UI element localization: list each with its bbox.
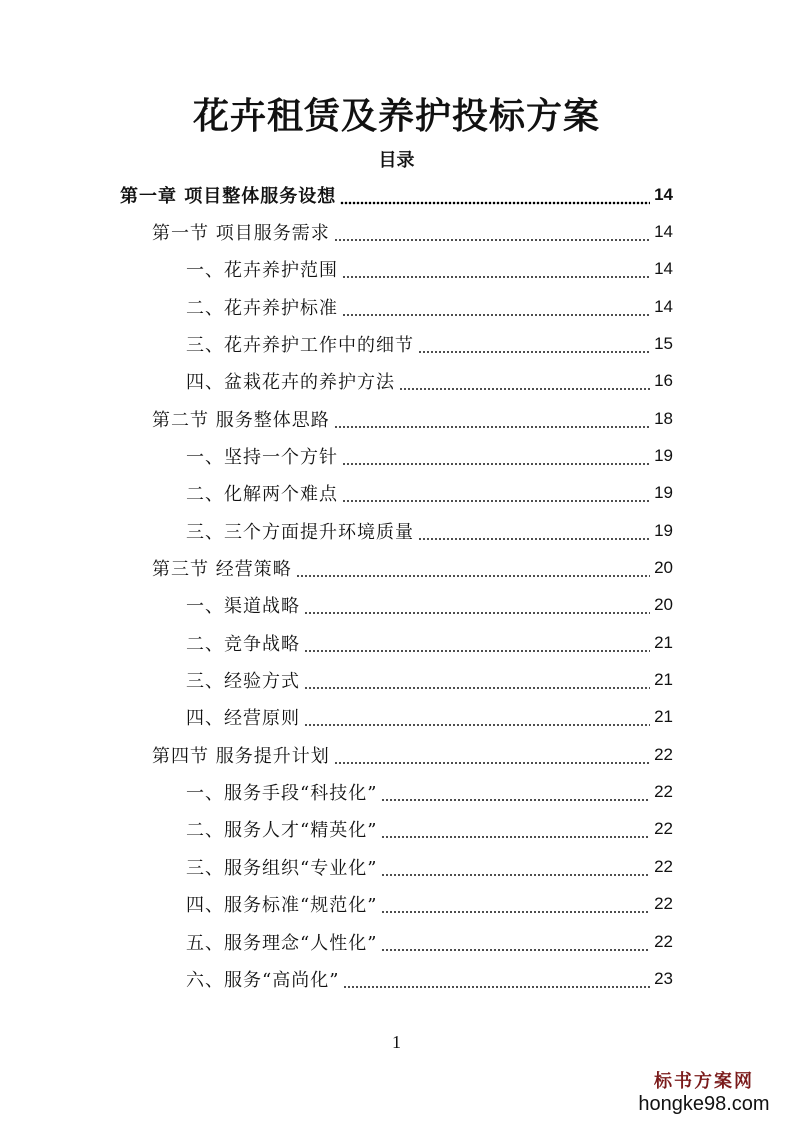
toc-entry-page: 21 xyxy=(654,707,673,727)
toc-dot-leader xyxy=(381,904,650,914)
toc-entry-label: 四、经营原则 xyxy=(186,708,300,730)
toc-subsection xyxy=(186,699,673,736)
toc-section xyxy=(152,736,673,773)
toc-subsection xyxy=(186,923,673,960)
toc-entry-page: 14 xyxy=(654,184,673,204)
toc-subsection xyxy=(186,325,673,362)
toc-entry-label: 一、花卉养护范围 xyxy=(186,260,338,282)
toc-subsection xyxy=(186,960,673,997)
toc-dot-leader xyxy=(381,829,650,839)
toc-subsection xyxy=(186,848,673,885)
toc-entry-label: 三、花卉养护工作中的细节 xyxy=(186,334,414,356)
toc-entry-page: 19 xyxy=(654,483,673,503)
toc-entry-page: 22 xyxy=(654,894,673,914)
toc-section xyxy=(152,550,673,587)
toc-entry-label: 三、三个方面提升环境质量 xyxy=(186,521,414,543)
toc-entry-label: 二、竞争战略 xyxy=(186,633,300,655)
toc-dot-leader xyxy=(418,531,650,541)
toc-entry-page: 20 xyxy=(654,558,673,577)
toc-entry-page: 22 xyxy=(654,744,673,764)
toc-subsection xyxy=(186,662,673,699)
toc-subsection xyxy=(186,624,673,661)
toc-entry-label: 三、经验方式 xyxy=(186,671,300,693)
page-number: 1 xyxy=(392,1032,401,1052)
toc-entry-label: 一、坚持一个方针 xyxy=(186,446,338,468)
toc-dot-leader xyxy=(399,381,650,391)
toc-entry-label: 第三节 经营策略 xyxy=(152,559,292,580)
toc-entry-page: 18 xyxy=(654,408,673,428)
toc-dot-leader xyxy=(381,792,650,802)
toc-entry-page: 19 xyxy=(654,520,673,540)
toc-entry-label: 四、盆栽花卉的养护方法 xyxy=(186,372,395,394)
toc-dot-leader xyxy=(418,344,650,354)
toc-dot-leader xyxy=(304,605,650,615)
toc-entry-label: 二、服务人才“精英化” xyxy=(186,820,378,842)
toc-entry-page: 14 xyxy=(654,296,673,316)
toc-entry-label: 第二节 服务整体思路 xyxy=(152,409,330,431)
toc-dot-leader xyxy=(342,269,650,279)
toc-dot-leader xyxy=(296,568,650,578)
toc-dot-leader xyxy=(340,195,650,205)
toc-subsection xyxy=(186,774,673,811)
toc-dot-leader xyxy=(334,755,650,765)
toc-subsection xyxy=(186,587,673,624)
watermark xyxy=(629,1067,779,1116)
toc-dot-leader xyxy=(342,456,650,466)
toc-dot-leader xyxy=(381,942,650,952)
toc-subsection xyxy=(186,475,673,512)
toc-subsection xyxy=(186,288,673,325)
toc-entry-page: 21 xyxy=(654,632,673,652)
toc-entry-page: 14 xyxy=(654,221,673,241)
toc-subsection xyxy=(186,512,673,549)
toc-entry-page: 16 xyxy=(654,371,673,391)
toc-entry-page: 22 xyxy=(654,856,673,876)
toc-entry-page: 22 xyxy=(654,819,673,839)
toc-dot-leader xyxy=(334,232,650,242)
toc-entry-label: 二、化解两个难点 xyxy=(186,484,338,506)
document-title: 花卉租赁及养护投标方案 xyxy=(192,96,600,137)
toc-entry-label: 六、服务“高尚化” xyxy=(186,969,340,991)
toc-entry-label: 第四节 服务提升计划 xyxy=(152,745,330,767)
toc-entry-label: 第一节 项目服务需求 xyxy=(152,222,330,244)
toc-entry-label: 第一章 项目整体服务设想 xyxy=(120,185,337,207)
toc-section xyxy=(152,400,673,437)
toc-entry-page: 23 xyxy=(654,968,673,988)
toc-dot-leader xyxy=(342,307,650,317)
toc-entry-page: 21 xyxy=(654,670,673,690)
toc-entry-label: 五、服务理念“人性化” xyxy=(186,932,378,954)
toc-heading: 目录 xyxy=(378,150,415,171)
toc-dot-leader xyxy=(304,643,650,653)
watermark-url: hongke98.com xyxy=(638,1093,770,1115)
toc-entry-page: 19 xyxy=(654,445,673,465)
toc-entry-page: 22 xyxy=(654,782,673,802)
toc-entry-page: 20 xyxy=(654,595,673,615)
toc-entry-label: 四、服务标准“规范化” xyxy=(186,895,378,917)
toc-entry-page: 15 xyxy=(654,333,673,353)
toc-entry-label: 二、花卉养护标准 xyxy=(186,297,338,319)
toc-entry-page: 14 xyxy=(654,259,673,279)
toc-entry-label: 一、服务手段“科技化” xyxy=(186,783,378,805)
toc-subsection xyxy=(186,363,673,400)
toc-subsection xyxy=(186,437,673,474)
toc-subsection xyxy=(186,886,673,923)
toc-dot-leader xyxy=(334,419,650,429)
toc-subsection xyxy=(186,251,673,288)
watermark-site-name: 标书方案网 xyxy=(654,1071,754,1092)
toc-dot-leader xyxy=(304,717,650,727)
toc-chapter xyxy=(120,176,673,213)
toc-section xyxy=(152,213,673,250)
toc-entry-label: 三、服务组织“专业化” xyxy=(186,857,378,879)
toc-dot-leader xyxy=(343,979,650,989)
toc-dot-leader xyxy=(342,493,650,503)
toc-dot-leader xyxy=(381,867,650,877)
toc-dot-leader xyxy=(304,680,650,690)
toc-subsection xyxy=(186,811,673,848)
toc-entry-label: 一、渠道战略 xyxy=(186,596,300,618)
toc-entry-page: 22 xyxy=(654,931,673,951)
